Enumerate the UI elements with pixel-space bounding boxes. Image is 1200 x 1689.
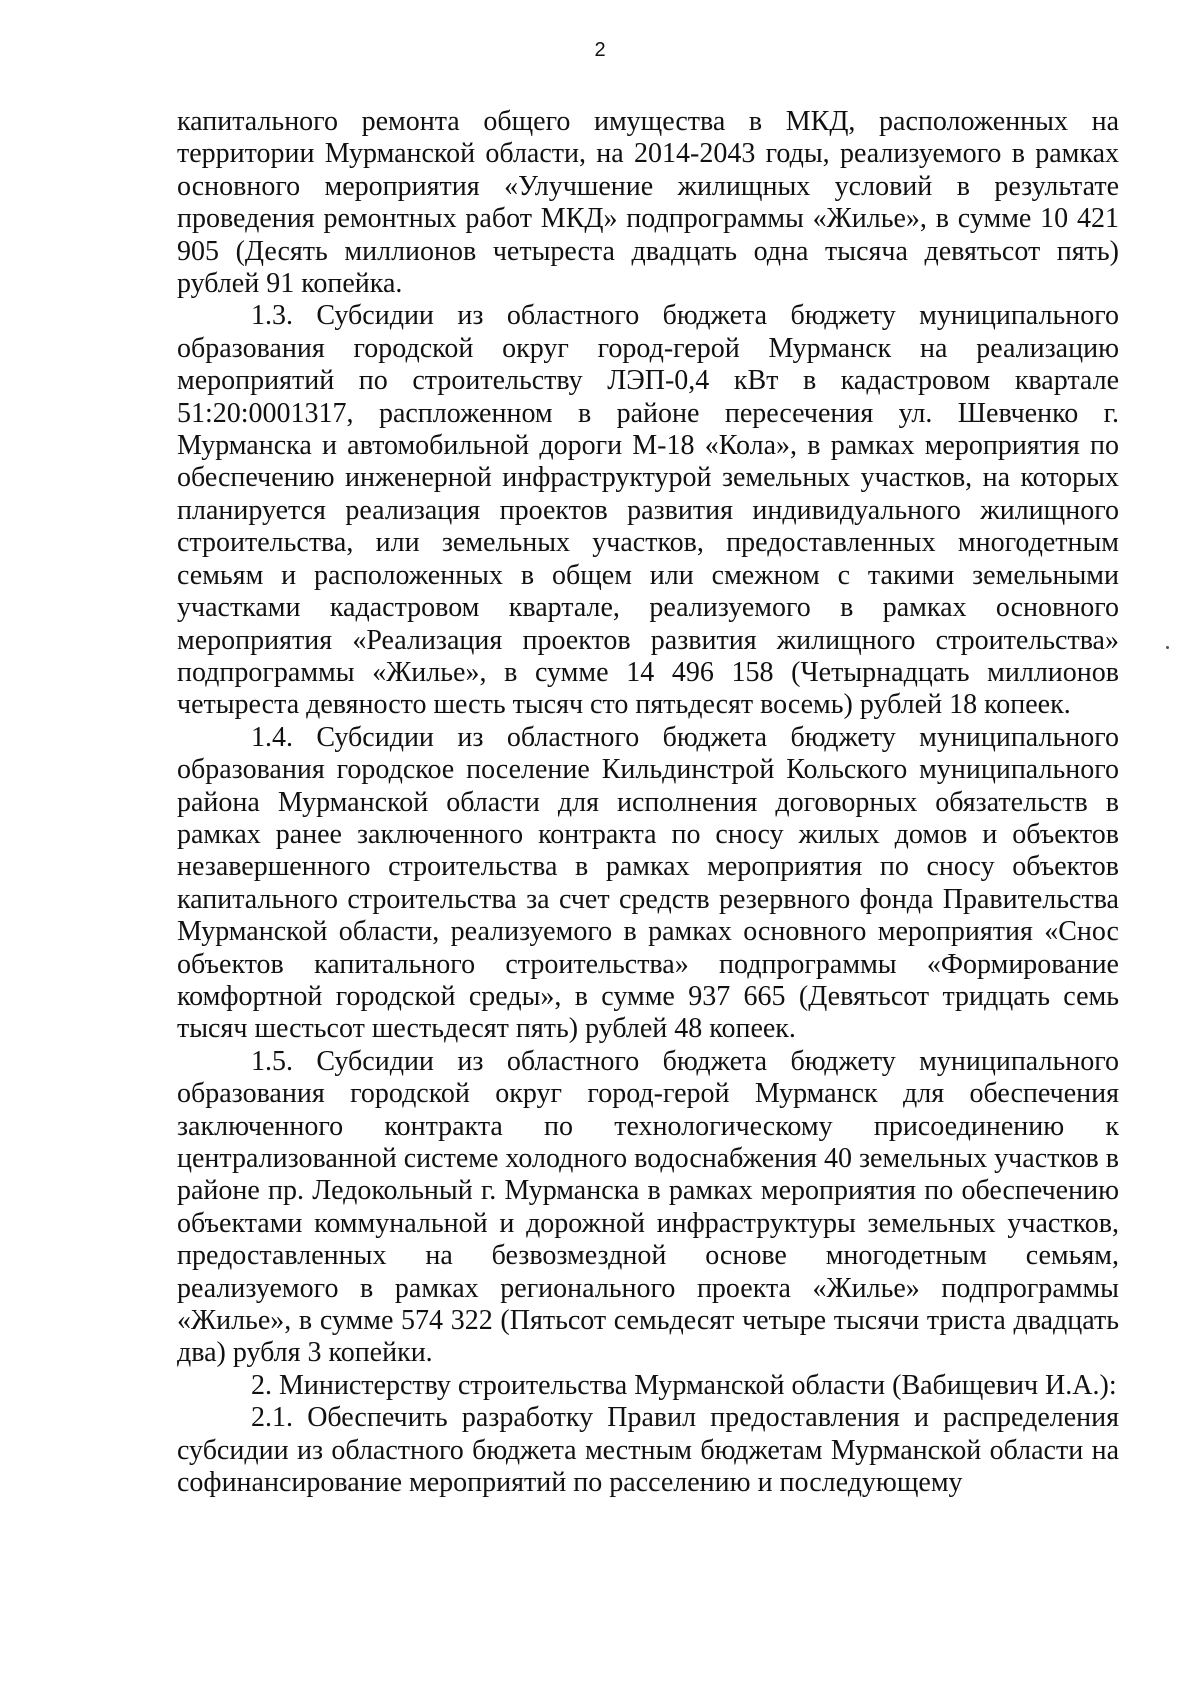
document-body	[177, 106, 1119, 1499]
paragraph-2: 2. Министерству строительства Мурманской области (Вабищевич И.А.):	[251, 1369, 1117, 1401]
paragraph-continuation: капитального ремонта общего имущества в МКД, расположенных на территории Мурманской области, на 2014-2043 годы, реализуемого в рамках основного мероприятия «Улучшение жилищных условий в результате проведения ремонтных работ МКД» подпрограммы «Жилье», в сумме 10 421 905 (Десять миллионов четыреста двадцать одна тысяча девятьсот пять) рублей 91 копейка.	[177, 106, 1119, 300]
paragraph-1-5: 1.5. Субсидии из областного бюджета бюджету муниципального образования городской округ город-герой Мурманск для обеспечения заключенного контракта по технологическому присоединению к централизованной системе холодного водоснабжения 40 земельных участков в районе пр. Ледокольный г. Мурманска в рамках мероприятия по обеспечению объектами коммунальной и дорожной инфраструктуры земельных участков, предоставленных на безвозмездной основе многодетным семьям, реализуемого в рамках регионального проекта «Жилье» подпрограммы «Жилье», в сумме 574 322 (Пятьсот семьдесят четыре тысячи триста двадцать два) рубля 3 копейки.	[177, 1045, 1119, 1369]
paragraph-1-3: 1.3. Субсидии из областного бюджета бюджету муниципального образования городской округ город-герой Мурманск на реализацию мероприятий по строительству ЛЭП-0,4 кВт в кадастровом квартале 51:20:0001317, распложенном в районе пересечения ул. Шевченко г. Мурманска и автомобильной дороги М-18 «Кола», в рамках мероприятия по обеспечению инженерной инфраструктурой земельных участков, на которых планируется реализация проектов развития индивидуального жилищного строительства, или земельных участков, предоставленных многодетным семьям и расположенных в общем или смежном с такими земельными участками кадастровом квартале, реализуемого в рамках основного мероприятия «Реализация проектов развития жилищного строительства» подпрограммы «Жилье», в сумме 14 496 158 (Четырнадцать миллионов четыреста девяносто шесть тысяч сто пятьдесят восемь) рублей 18 копеек.	[177, 300, 1119, 721]
paragraph-2-1: 2.1. Обеспечить разработку Правил предоставления и распределения субсидии из областного бюджета местным бюджетам Мурманской области на софинансирование мероприятий по расселению и последующему	[177, 1402, 1119, 1499]
page-number: 2	[594, 39, 606, 61]
scan-speck	[1166, 646, 1169, 649]
paragraph-1-4: 1.4. Субсидии из областного бюджета бюджету муниципального образования городское поселение Кильдинстрой Кольского муниципального района Мурманской области для исполнения договорных обязательств в рамках ранее заключенного контракта по сносу жилых домов и объектов незавершенного строительства в рамках мероприятия по сносу объектов капитального строительства за счет средств резервного фонда Правительства Мурманской области, реализуемого в рамках основного мероприятия «Снос объектов капитального строительства» подпрограммы «Формирование комфортной городской среды», в сумме 937 665 (Девятьсот тридцать семь тысяч шестьсот шестьдесят пять) рублей 48 копеек.	[177, 721, 1119, 1045]
